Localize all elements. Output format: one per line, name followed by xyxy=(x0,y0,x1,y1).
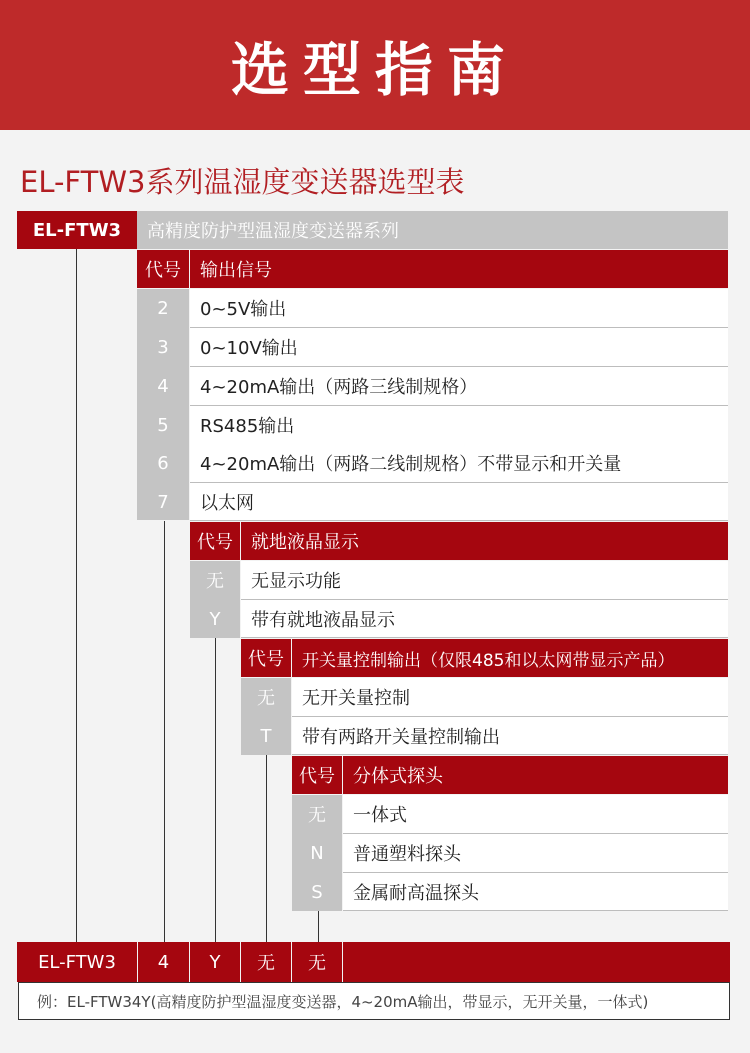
group-title-output: 输出信号 xyxy=(190,250,728,288)
group-title-probe: 分体式探头 xyxy=(343,756,728,794)
option-code: 2 xyxy=(157,297,169,319)
connector-line xyxy=(164,521,165,942)
connector-line xyxy=(215,638,216,942)
code-header: 代号 xyxy=(190,522,240,560)
option-code: 3 xyxy=(157,336,169,358)
option-code: 5 xyxy=(157,414,169,436)
code-header: 代号 xyxy=(137,250,189,288)
option-label: 4~20mA输出（两路三线制规格） xyxy=(190,367,728,406)
connector-line xyxy=(318,911,319,942)
connector-line xyxy=(76,249,77,942)
result-code-display: Y xyxy=(190,942,240,982)
option-label: 无显示功能 xyxy=(241,561,728,600)
option-code: Y xyxy=(209,608,221,630)
option-label: 普通塑料探头 xyxy=(343,834,728,873)
result-code-switch: 无 xyxy=(241,942,291,982)
option-code: S xyxy=(311,881,323,903)
result-code-output: 4 xyxy=(138,942,189,982)
series-code: EL-FTW3 xyxy=(17,211,137,249)
option-label: 无开关量控制 xyxy=(292,678,728,717)
connector-line xyxy=(266,755,267,942)
example-text: 例：EL-FTW34Y(高精度防护型温湿度变送器，4~20mA输出，带显示，无开关量，一体式) xyxy=(18,982,730,1020)
result-code-series: EL-FTW3 xyxy=(17,942,137,982)
option-code: 无 xyxy=(308,805,326,826)
option-label: RS485输出 xyxy=(190,406,728,445)
option-code: 无 xyxy=(206,571,224,592)
page-subtitle: EL-FTW3系列温湿度变送器选型表 xyxy=(20,165,465,199)
code-header: 代号 xyxy=(292,756,342,794)
group-title-switch: 开关量控制输出（仅限485和以太网带显示产品） xyxy=(292,639,728,677)
option-code: 4 xyxy=(157,375,169,397)
option-label: 0~5V输出 xyxy=(190,289,728,328)
option-code: 无 xyxy=(257,688,275,709)
option-label: 带有两路开关量控制输出 xyxy=(292,717,728,755)
option-code: N xyxy=(310,842,324,864)
code-header: 代号 xyxy=(241,639,291,677)
result-row-fill xyxy=(343,942,730,982)
option-label: 金属耐高温探头 xyxy=(343,873,728,911)
option-code: T xyxy=(260,725,272,747)
option-label: 一体式 xyxy=(343,795,728,834)
option-code: 7 xyxy=(157,491,169,513)
banner-title: 选型指南 xyxy=(0,0,750,130)
option-label: 0~10V输出 xyxy=(190,328,728,367)
result-code-probe: 无 xyxy=(292,942,342,982)
series-description: 高精度防护型温湿度变送器系列 xyxy=(137,211,728,249)
option-label: 以太网 xyxy=(190,483,728,521)
group-title-display: 就地液晶显示 xyxy=(241,522,728,560)
option-code: 6 xyxy=(157,452,169,474)
option-label: 4~20mA输出（两路二线制规格）不带显示和开关量 xyxy=(190,444,728,483)
option-label: 带有就地液晶显示 xyxy=(241,600,728,638)
